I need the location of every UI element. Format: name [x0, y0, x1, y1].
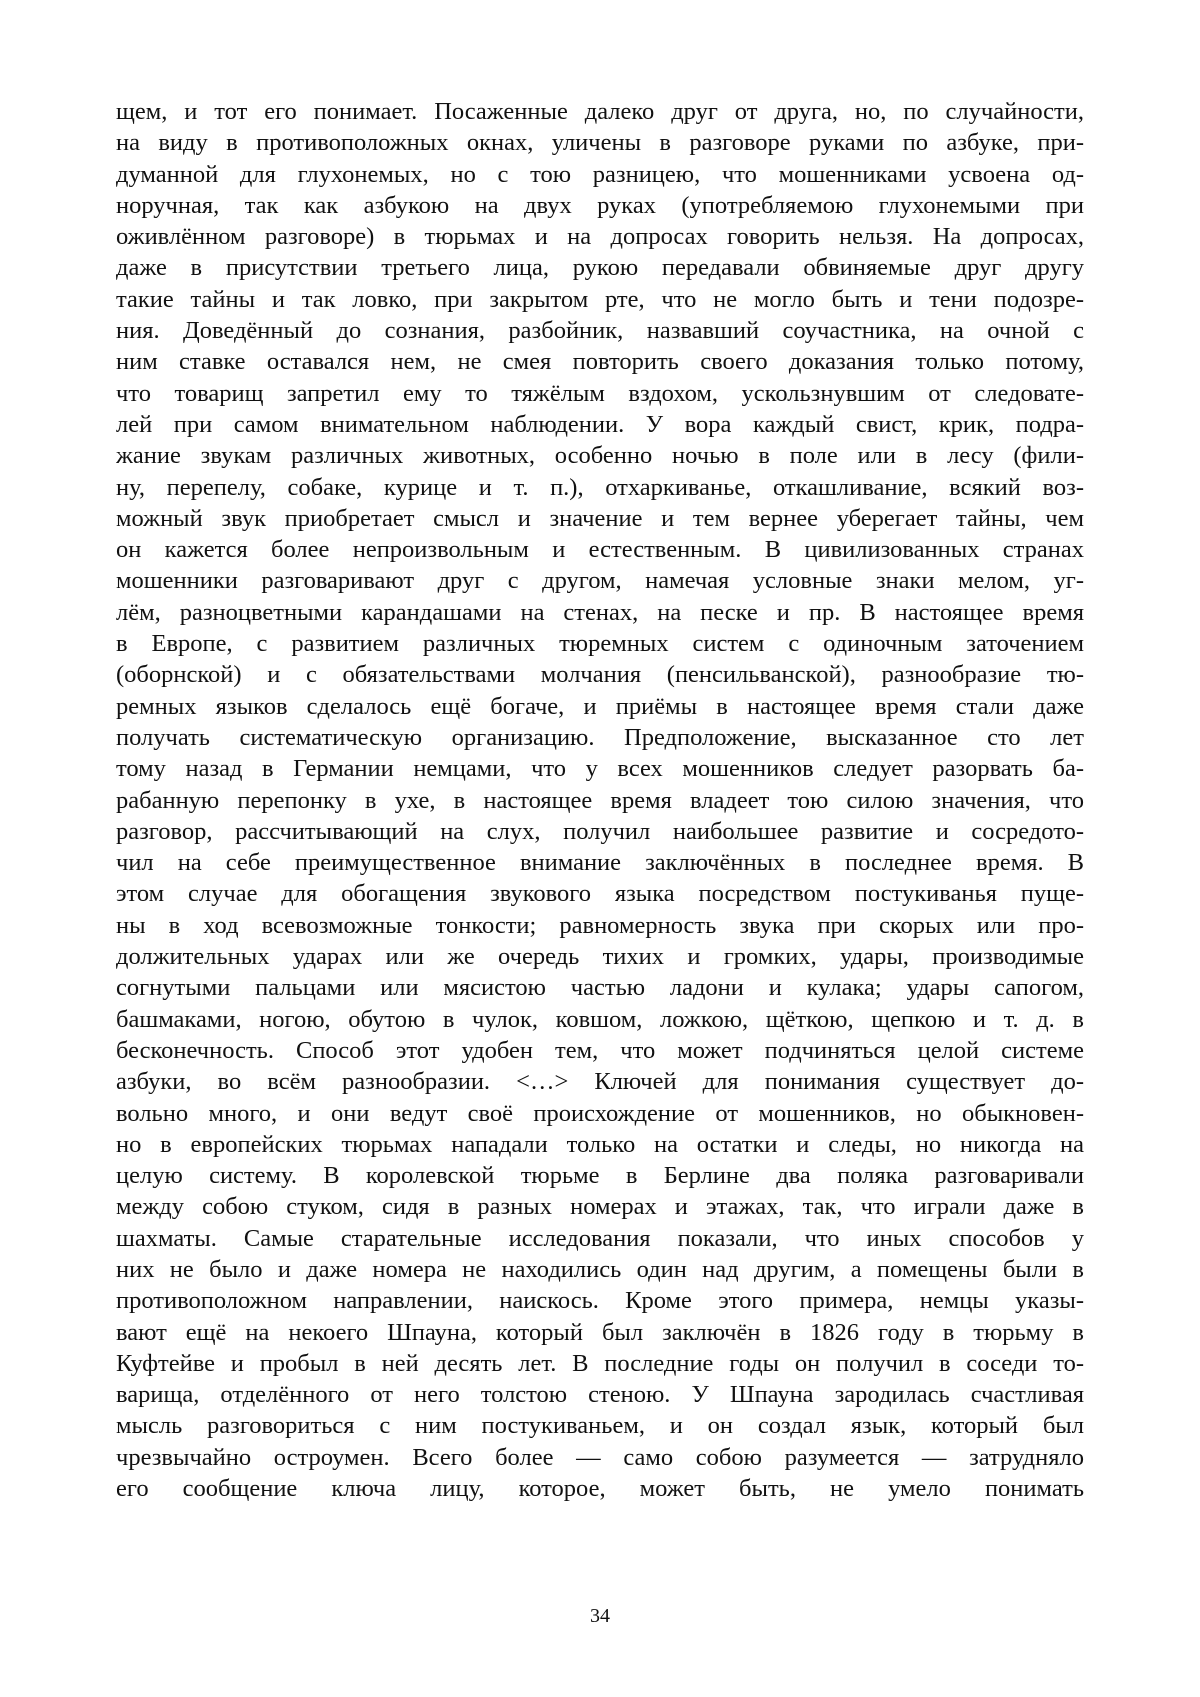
page-number: 34: [590, 1605, 610, 1627]
text-line: оживлённом разговоре) в тюрьмах и на допросах говорить нельзя. На допросах,: [116, 223, 1084, 251]
text-line: ремных языков сделалось ещё богаче, и приёмы в настоящее время стали даже: [116, 692, 1084, 720]
text-line: в Европе, с развитием различных тюремных систем с одиночным заточением: [116, 630, 1084, 658]
text-line: целую систему. В королевской тюрьме в Берлине два поляка разговаривали: [116, 1162, 1084, 1190]
text-line: рабанную перепонку в ухе, в настоящее время владеет тою силою значения, что: [116, 786, 1084, 814]
text-line: он кажется более непроизвольным и естественным. В цивилизованных странах: [116, 536, 1084, 564]
text-line: вают ещё на некоего Шпауна, который был заключён в 1826 году в тюрьму в: [116, 1318, 1084, 1346]
text-line: ны в ход всевозможные тонкости; равномерность звука при скорых или про-: [116, 911, 1084, 939]
text-line: но в европейских тюрьмах нападали только на остатки и следы, но никогда на: [116, 1130, 1084, 1158]
text-line: вольно много, и они ведут своё происхождение от мошенников, но обыкновен-: [116, 1099, 1084, 1127]
text-line: лём, разноцветными карандашами на стенах, на песке и пр. В настоящее время: [116, 598, 1084, 626]
text-line: такие тайны и так ловко, при закрытом рте, что не могло быть и тени подозре-: [116, 285, 1084, 313]
text-line: должительных ударах или же очередь тихих и громких, удары, производимые: [116, 943, 1084, 971]
text-line: щем, и тот его понимает. Посаженные далеко друг от друга, но, по случайности,: [116, 98, 1084, 125]
text-line: на виду в противоположных окнах, уличены в разговоре руками по азбуке, при-: [116, 129, 1084, 157]
text-line: них не было и даже номера не находились один над другим, а помещены были в: [116, 1255, 1084, 1283]
text-line: башмаками, ногою, обутою в чулок, ковшом, ложкою, щёткою, щепкою и т. д. в: [116, 1005, 1084, 1033]
text-line: можный звук приобретает смысл и значение и тем вернее уберегает тайны, чем: [116, 504, 1084, 532]
text-line: варища, отделённого от него толстою стеною. У Шпауна зародилась счастливая: [116, 1381, 1084, 1409]
text-line: тому назад в Германии немцами, что у всех мошенников следует разорвать ба-: [116, 755, 1084, 783]
text-line: ния. Доведённый до сознания, разбойник, назвавший соучастника, на очной с: [116, 317, 1084, 345]
text-line: противоположном направлении, наискось. Кроме этого примера, немцы указы-: [116, 1287, 1084, 1315]
text-line: ну, перепелу, собаке, курице и т. п.), отхаркиванье, откашливание, всякий воз-: [116, 473, 1084, 501]
text-line: Куфтейве и пробыл в ней десять лет. В последние годы он получил в соседи то-: [116, 1349, 1084, 1377]
text-line: ним ставке оставался нем, не смея повторить своего доказания только потому,: [116, 348, 1084, 376]
text-line: жание звукам различных животных, особенно ночью в поле или в лесу (фили-: [116, 442, 1084, 470]
text-line: этом случае для обогащения звукового языка посредством постукиванья пуще-: [116, 880, 1084, 908]
text-line: норучная, так как азбукою на двух руках (употребляемою глухонемыми при: [116, 191, 1084, 219]
text-line: шахматы. Самые старательные исследования показали, что иных способов у: [116, 1224, 1084, 1252]
text-line: думанной для глухонемых, но с тою разницею, что мошенниками усвоена од-: [116, 160, 1084, 188]
text-line: (оборнской) и с обязательствами молчания (пенсильванской), разнообразие тю-: [116, 661, 1084, 689]
text-line: даже в присутствии третьего лица, рукою передавали обвиняемые друг другу: [116, 254, 1084, 282]
text-line: получать систематическую организацию. Предположение, высказанное сто лет: [116, 723, 1084, 751]
text-line: согнутыми пальцами или мясистою частью ладони и кулака; удары сапогом,: [116, 974, 1084, 1002]
text-line: чрезвычайно остроумен. Всего более — само собою разумеется — затрудняло: [116, 1443, 1084, 1471]
text-line: бесконечность. Способ этот удобен тем, что может подчиняться целой системе: [116, 1036, 1084, 1064]
text-line: лей при самом внимательном наблюдении. У вора каждый свист, крик, подра-: [116, 410, 1084, 438]
text-line: его сообщение ключа лицу, которое, может быть, не умело понимать: [116, 1475, 1084, 1503]
text-line: мысль разговориться с ним постукиваньем, и он создал язык, который был: [116, 1412, 1084, 1440]
text-line: между собою стуком, сидя в разных номерах и этажах, так, что играли даже в: [116, 1193, 1084, 1221]
text-line: чил на себе преимущественное внимание заключённых в последнее время. В: [116, 849, 1084, 877]
text-line: азбуки, во всём разнообразии. <…> Ключей для понимания существует до-: [116, 1068, 1084, 1096]
text-line: разговор, рассчитывающий на слух, получил наибольшее развитие и сосредото-: [116, 817, 1084, 845]
text-line: что товарищ запретил ему то тяжёлым вздохом, ускользнувшим от следовате-: [116, 379, 1084, 407]
text-line: мошенники разговаривают друг с другом, намечая условные знаки мелом, уг-: [116, 567, 1084, 595]
body-text: [116, 96, 1084, 1504]
